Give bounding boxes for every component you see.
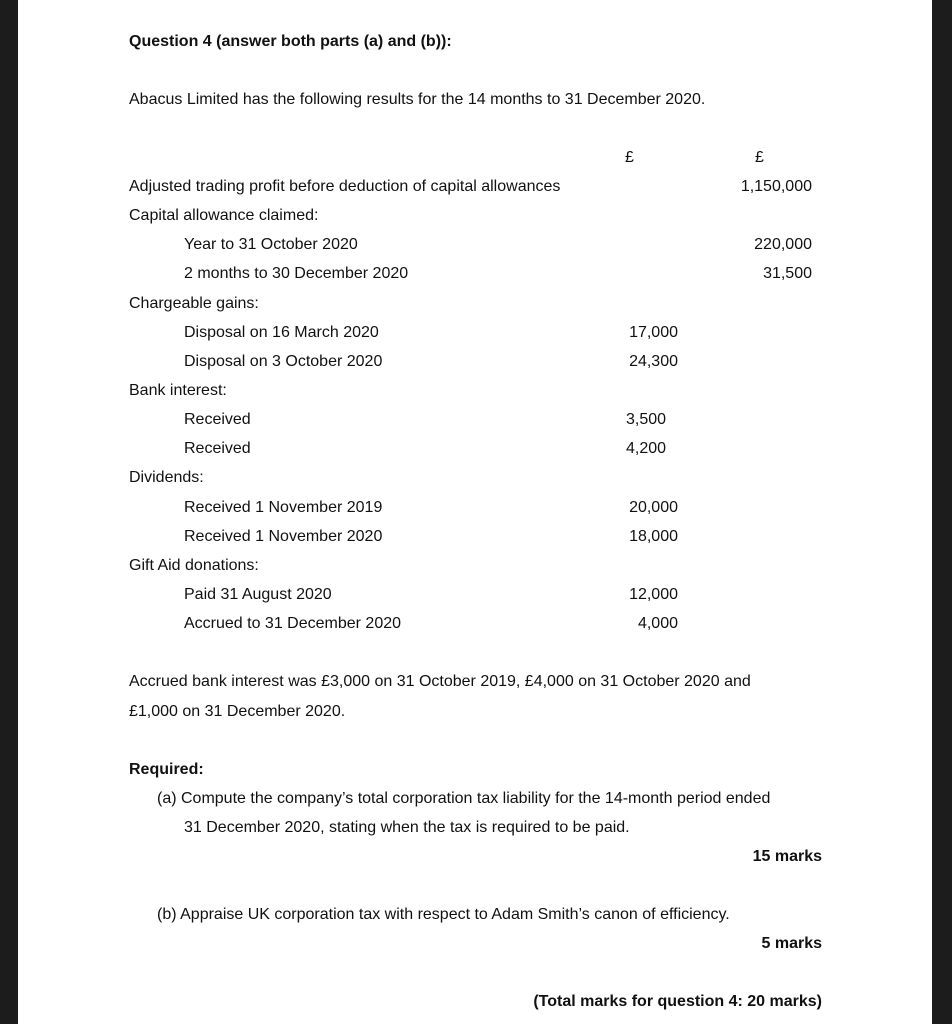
accrued-interest-note-line1: Accrued bank interest was £3,000 on 31 October 2019, £4,000 on 31 October 2020 and [129, 673, 751, 690]
row-value-col1: 4,000 [637, 615, 678, 632]
row-value-col1: 4,200 [626, 440, 667, 457]
row-label: Disposal on 16 March 2020 [184, 324, 379, 341]
row-label: Gift Aid donations: [129, 557, 259, 574]
row-value-col1: 12,000 [629, 586, 678, 603]
row-label: Dividends: [129, 469, 204, 486]
question-title: Question 4 (answer both parts (a) and (b)): [129, 33, 452, 50]
row-value-col1: 17,000 [629, 324, 678, 341]
row-label: Paid 31 August 2020 [184, 586, 332, 603]
row-label: Received [184, 440, 251, 457]
column-header-pounds-2: £ [755, 149, 764, 166]
row-value-col1: 3,500 [626, 411, 667, 428]
accrued-interest-note-line2: £1,000 on 31 December 2020. [129, 703, 346, 720]
row-label: Adjusted trading profit before deduction of capital allowances [129, 178, 561, 195]
total-marks: (Total marks for question 4: 20 marks) [533, 993, 822, 1010]
row-label: Disposal on 3 October 2020 [184, 353, 383, 370]
row-value-col1: 24,300 [629, 353, 678, 370]
row-label: Received 1 November 2019 [184, 499, 383, 516]
column-header-pounds-1: £ [625, 149, 634, 166]
row-label: Bank interest: [129, 382, 227, 399]
part-a-line2: 31 December 2020, stating when the tax is required to be paid. [184, 819, 630, 836]
part-a-marks: 15 marks [752, 848, 822, 865]
row-label: Accrued to 31 December 2020 [184, 615, 402, 632]
row-value-col2: 31,500 [763, 265, 812, 282]
part-b-marks: 5 marks [761, 935, 822, 952]
row-label: Received [184, 411, 251, 428]
row-value-col2: 220,000 [754, 236, 812, 253]
row-value-col1: 18,000 [629, 528, 678, 545]
row-label: 2 months to 30 December 2020 [184, 265, 409, 282]
required-heading: Required: [129, 761, 204, 778]
question-intro: Abacus Limited has the following results for the 14 months to 31 December 2020. [129, 91, 706, 108]
row-value-col2: 1,150,000 [740, 178, 812, 195]
row-label: Received 1 November 2020 [184, 528, 383, 545]
row-label: Year to 31 October 2020 [184, 236, 358, 253]
row-value-col1: 20,000 [629, 499, 678, 516]
row-label: Chargeable gains: [129, 295, 259, 312]
row-label: Capital allowance claimed: [129, 207, 319, 224]
part-a-line1: (a) Compute the company’s total corporation tax liability for the 14-month period ended [157, 790, 771, 807]
document-page [18, 0, 932, 1024]
part-b-text: (b) Appraise UK corporation tax with respect to Adam Smith’s canon of efficiency. [157, 906, 730, 923]
